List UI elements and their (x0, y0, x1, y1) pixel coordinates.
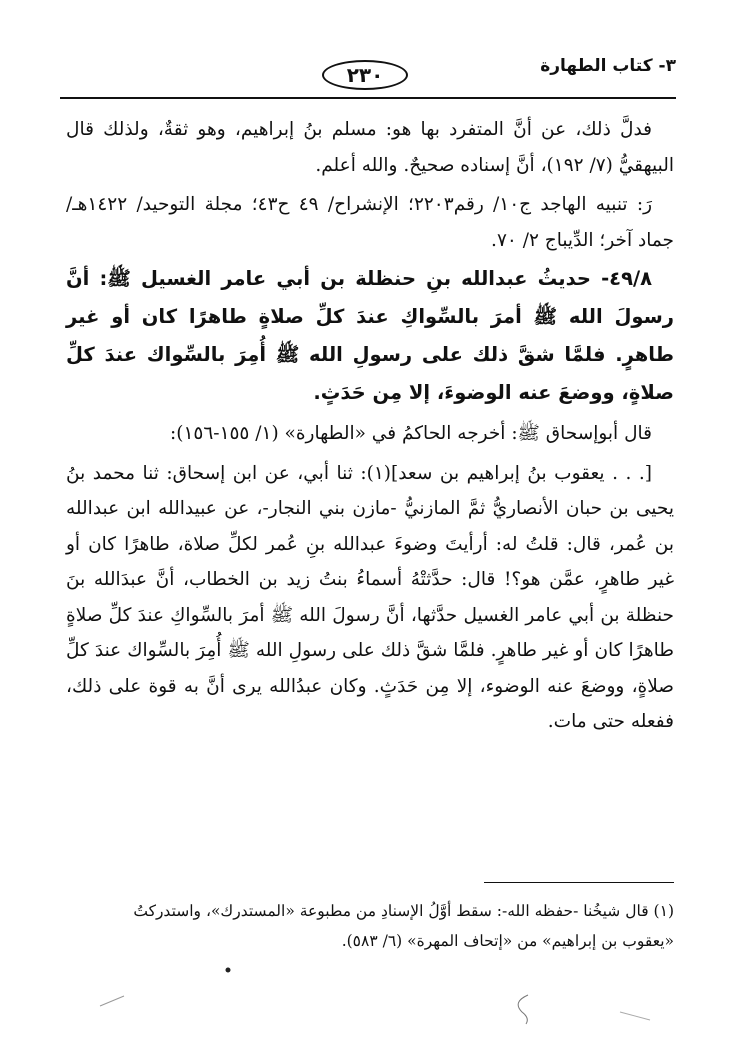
paragraph-source: قال أبوإسحاق ﷺ: أخرجه الحاكمُ في «الطهارة» (١/ ١٥٥-١٥٦): (170, 423, 652, 444)
ink-dot (226, 968, 231, 973)
hadith-text: ٤٩/٨- حديثُ عبدالله بنِ حنظلة بن أبي عامر الغسيل ﷺ: أنَّ رسولَ الله ﷺ أمرَ بالسِّواكِ عندَ كلِّ صلاةٍ طاهرًا كان أو غير طاهرٍ. فلمَّا شقَّ ذلك على رسولِ الله ﷺ أُمِرَ بالسِّواك عندَ كلِّ صلاةٍ، ووضعَ عنه الوضوءَ، إلا مِن حَدَثٍ. (66, 267, 674, 404)
running-title: ٣- كتاب الطهارة (540, 56, 676, 76)
paragraph-isnad: [. . . يعقوب بنُ إبراهيم بن سعد](١): ثنا أبي، عن ابن إسحاق: ثنا محمد بنُ يحيى بن حبان الأنصاريُّ ثمَّ المازنيُّ -مازن بني النجار-، عن عبيدالله ابن عبدالله بن عُمر، قال: قلتُ له: أرأيتَ وضوءَ عبدالله بنِ عُمر لكلِّ صلاة، طاهرًا كان أو غير طاهرٍ، عمَّن هو؟! قال: حدَّثتْهُ أسماءُ بنتُ زيد بن الخطاب، أنَّ عبدَالله بنَ حنظلة بن أبي عامر الغسيل حدَّثها، أنَّ رسولَ الله ﷺ أمرَ بالسِّواكِ عندَ كلِّ صلاةٍ طاهرًا كان أو غير طاهرٍ. فلمَّا شقَّ ذلك على رسولِ الله ﷺ أُمِرَ بالسِّواك عندَ كلِّ صلاةٍ، ووضعَ عنه الوضوء، إلا مِن حَدَثٍ. وكان عبدُالله يرى أنَّ به قوة على ذلك، ففعله حتى مات. (66, 462, 674, 732)
page-number: ٢٣٠ (322, 60, 408, 90)
pencil-mark (518, 995, 528, 1024)
paragraph-conclusion: فدلَّ ذلك، عن أنَّ المتفرد بها هو: مسلم بنُ إبراهيم، وهو ثقةٌ، ولذلك قال البيهقيُّ (٧/ ١٩٢)، أنَّ إسناده صحيحٌ. والله أعلم. (66, 119, 674, 176)
paragraph-references: رَ: تنبيه الهاجد ج١٠/ رقم٢٢٠٣؛ الإنشراح/ ٤٩ ح٤٣؛ مجلة التوحيد/ ١٤٢٢هـ/ جماد آخر؛ الدِّيباج ٢/ ٧٠. (66, 194, 674, 251)
footnote-line-2: «يعقوب بن إبراهيم» من «إتحاف المهرة» (٦/ ٥٨٣). (341, 932, 674, 950)
scan-stroke (620, 1012, 650, 1020)
footnote-line-1: (١) قال شيخُنا -حفظه الله-: سقط أوَّلُ الإسنادِ من مطبوعة «المستدرك»، واستدركتُ (133, 902, 674, 920)
scan-stroke (100, 996, 124, 1006)
